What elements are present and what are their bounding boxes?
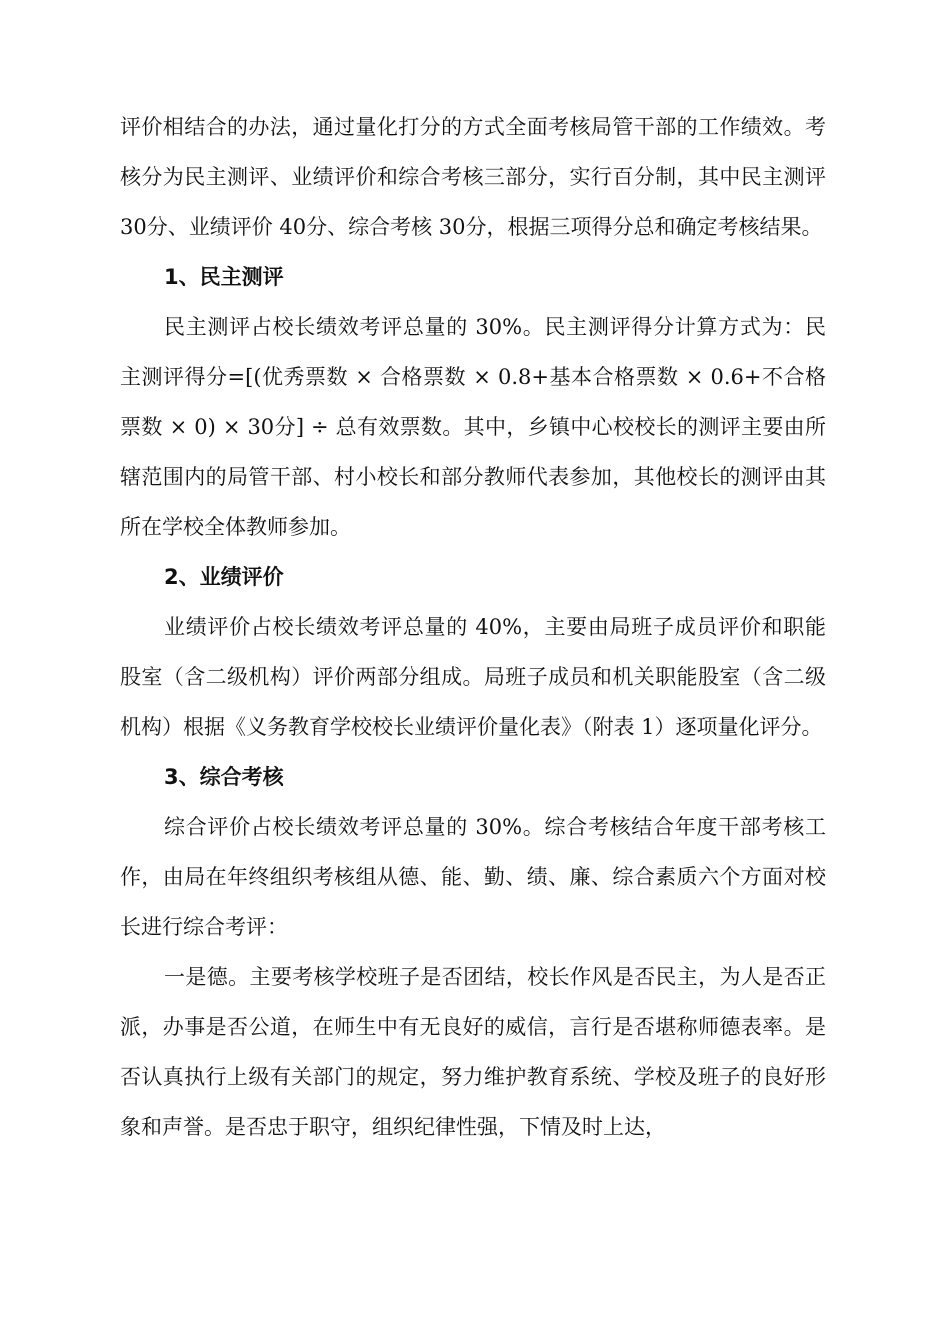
paragraph-democratic-evaluation: 民主测评占校长绩效考评总量的 30%。民主测评得分计算方式为：民主测评得分=[(优秀票数 × 合格票数 × 0.8+基本合格票数 × 0.6+不合格票数 × 0) × 30分] ÷ 总有效票数。其中，乡镇中心校校长的测评主要由所辖范围内的局管干部、村小校长和部分教师代表参加，其他校长的测评由其所在学校全体教师参加。	[120, 315, 826, 539]
document-body	[120, 102, 826, 1152]
heading-democratic-evaluation: 1、民主测评	[164, 265, 284, 289]
paragraph-comprehensive-assessment: 综合评价占校长绩效考评总量的 30%。综合考核结合年度干部考核工作，由局在年终组织考核组从德、能、勤、绩、廉、综合素质六个方面对校长进行综合考评：	[120, 815, 826, 939]
paragraph-performance-evaluation: 业绩评价占校长绩效考评总量的 40%，主要由局班子成员评价和职能股室（含二级机构）评价两部分组成。局班子成员和机关职能股室（含二级机构）根据《义务教育学校校长业绩评价量化表》（附表 1）逐项量化评分。	[120, 615, 826, 739]
heading-performance-evaluation: 2、业绩评价	[164, 565, 284, 589]
heading-comprehensive-assessment: 3、综合考核	[164, 765, 284, 789]
paragraph-morality: 一是德。主要考核学校班子是否团结，校长作风是否民主，为人是否正派，办事是否公道，在师生中有无良好的威信，言行是否堪称师德表率。是否认真执行上级有关部门的规定，努力维护教育系统、学校及班子的良好形象和声誉。是否忠于职守，组织纪律性强，下情及时上达，	[120, 965, 826, 1139]
paragraph-intro-continued: 评价相结合的办法，通过量化打分的方式全面考核局管干部的工作绩效。考核分为民主测评、业绩评价和综合考核三部分，实行百分制，其中民主测评 30分、业绩评价 40分、综合考核 30分，根据三项得分总和确定考核结果。	[120, 115, 826, 239]
